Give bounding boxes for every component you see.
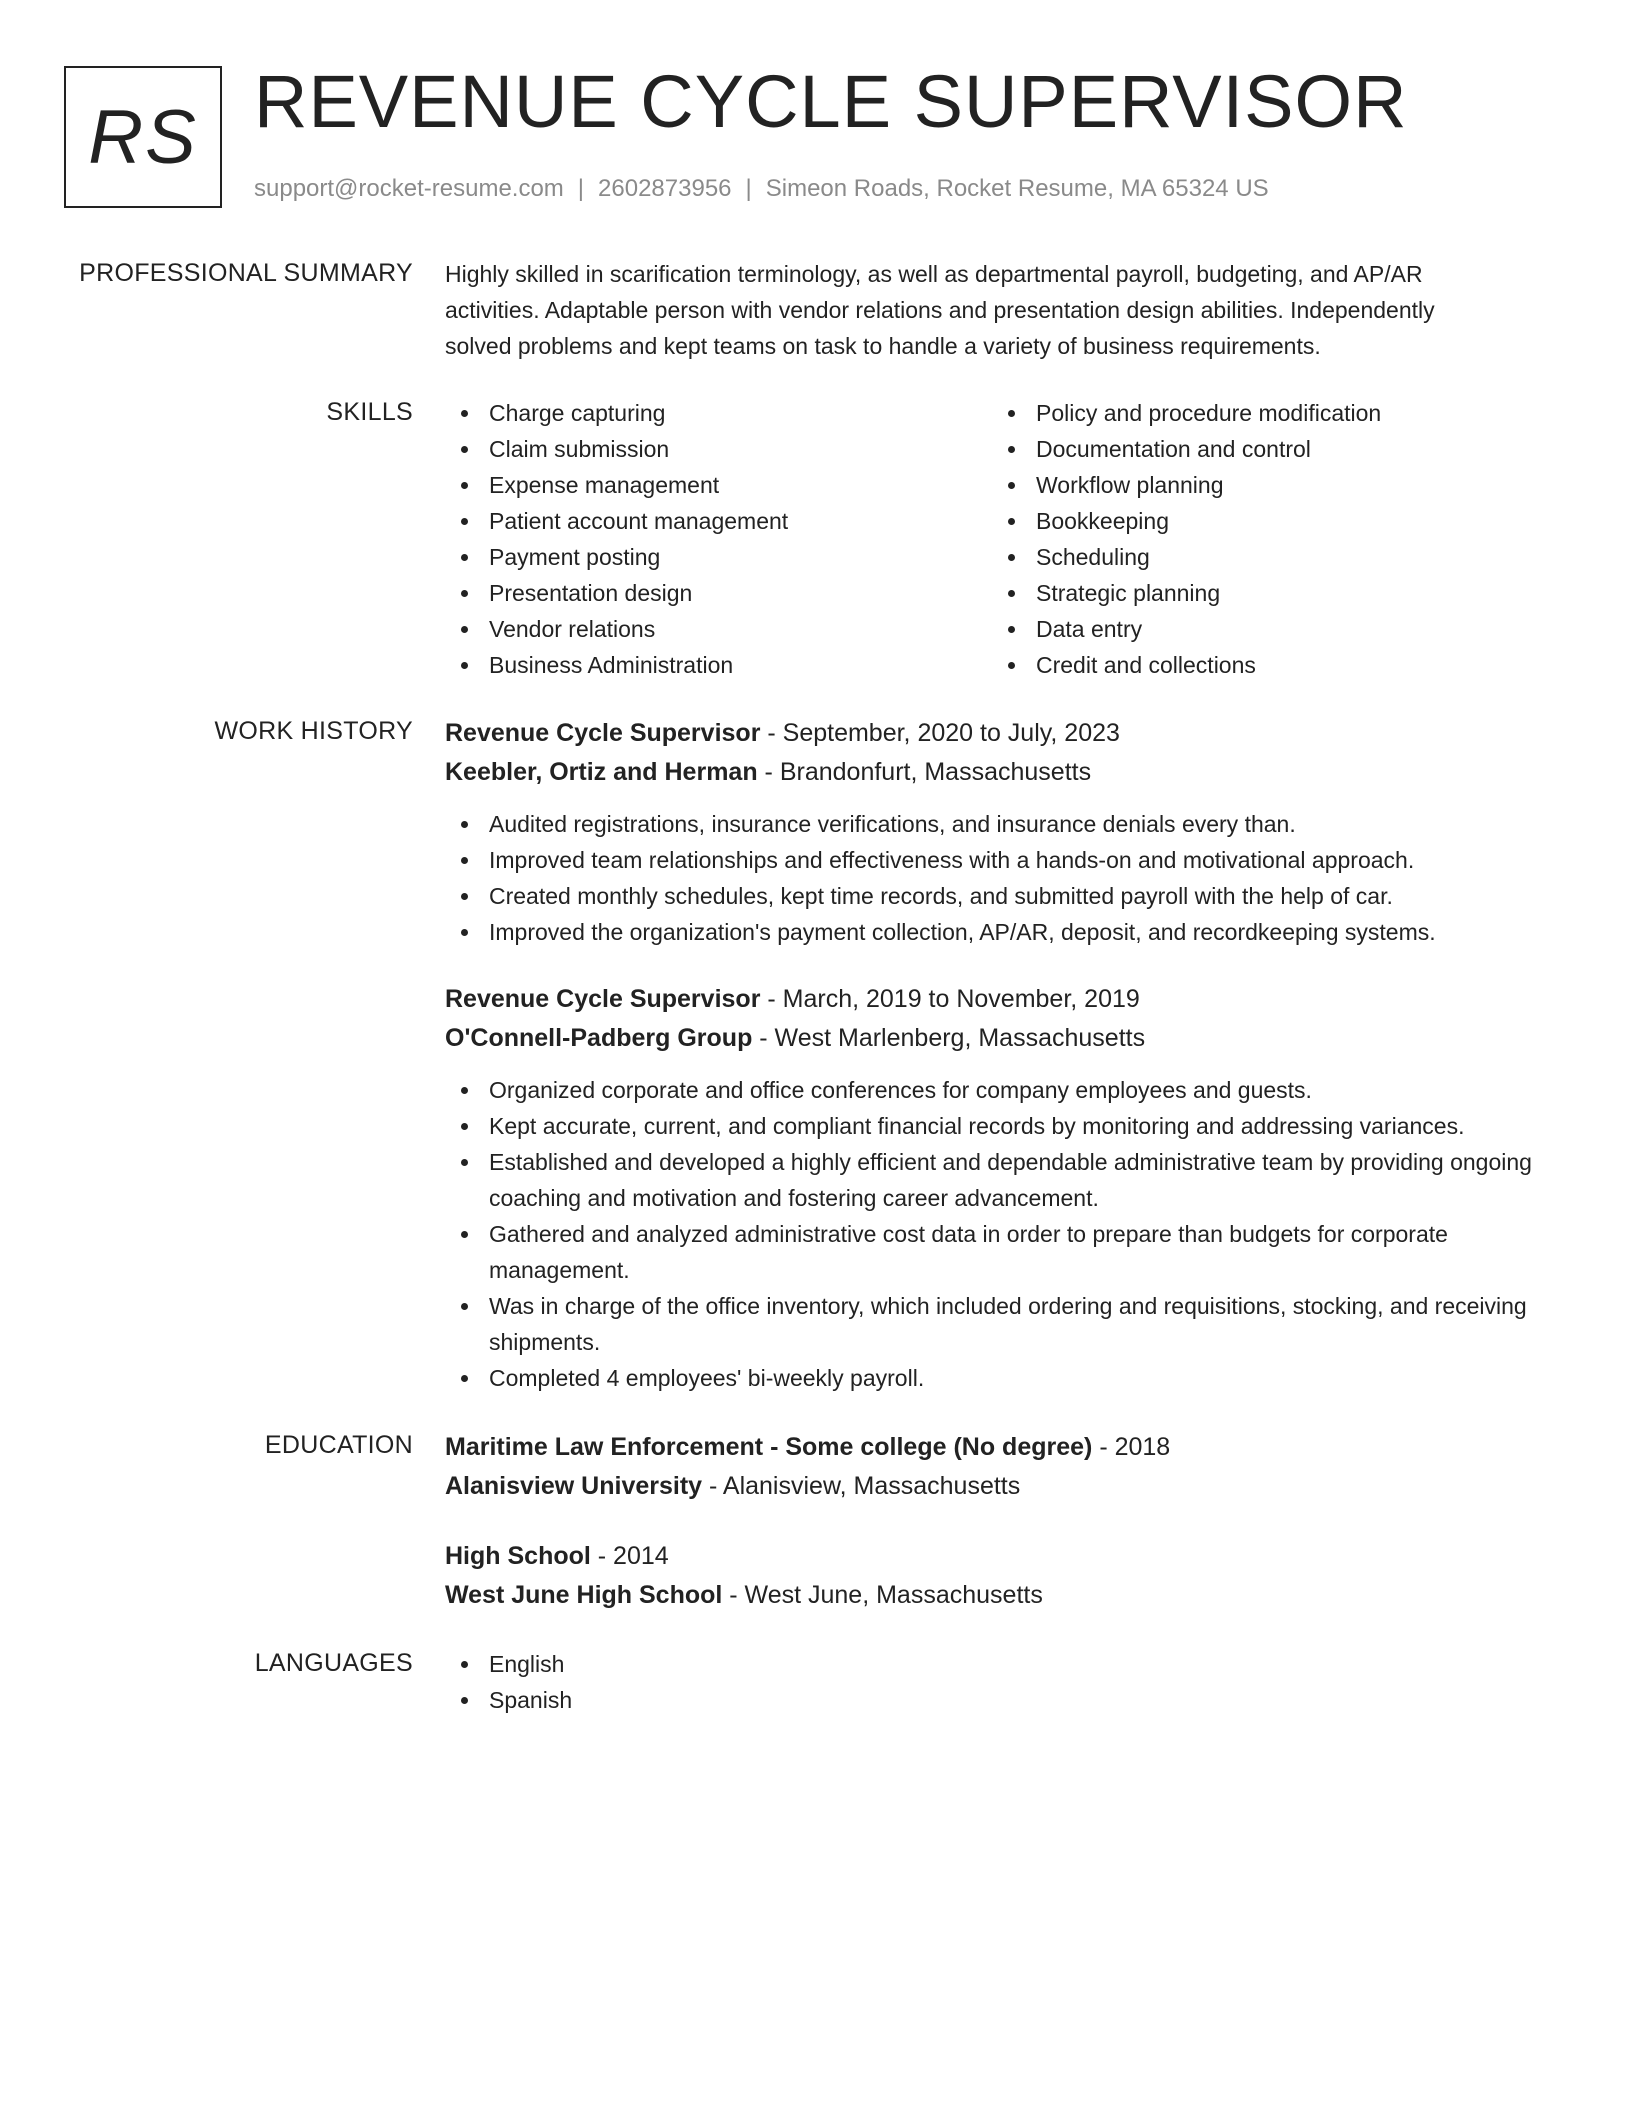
resume-title: REVENUE CYCLE SUPERVISOR (254, 60, 1408, 143)
job-bullet: Audited registrations, insurance verifications, and insurance denials every than. (445, 806, 1550, 842)
job-dates: - March, 2019 to November, 2019 (760, 985, 1140, 1013)
contact-separator: | (745, 175, 752, 202)
skill-item: Data entry (992, 611, 1539, 647)
job-company-line (445, 1019, 1550, 1058)
job-bullet: Improved team relationships and effectiveness with a hands-on and motivational approach. (445, 842, 1550, 878)
languages-body (445, 1646, 1550, 1718)
summary-line: activities. Adaptable person with vendor relations and presentation design abilities. Independently (445, 297, 1435, 323)
section-heading: WORK HISTORY (214, 717, 413, 745)
skills-columns (445, 395, 1550, 683)
education-school-line (445, 1576, 1550, 1615)
contact-line (254, 174, 1269, 204)
language-item: Spanish (445, 1682, 1550, 1718)
job-bullets (445, 806, 1550, 950)
skill-item: Bookkeeping (992, 503, 1539, 539)
job-dates: - September, 2020 to July, 2023 (760, 719, 1120, 747)
contact-address: Simeon Roads, Rocket Resume, MA 65324 US (765, 175, 1269, 202)
job-company: Keebler, Ortiz and Herman (445, 758, 758, 786)
language-item: English (445, 1646, 1550, 1682)
job-title-line (445, 980, 1550, 1019)
section-heading: LANGUAGES (254, 1649, 413, 1677)
summary-line: Highly skilled in scarification terminology, as well as departmental payroll, budgeting, and AP/AR (445, 261, 1423, 287)
education-location: - West June, Massachusetts (722, 1581, 1043, 1609)
job-location: - Brandonfurt, Massachusetts (757, 758, 1092, 786)
job-bullet: Improved the organization's payment collection, AP/AR, deposit, and recordkeeping systems. (445, 914, 1550, 950)
skill-item: Scheduling (992, 539, 1539, 575)
skill-item: Policy and procedure modification (992, 395, 1539, 431)
skill-item: Claim submission (445, 431, 992, 467)
skill-item: Documentation and control (992, 431, 1539, 467)
education-body (445, 1428, 1550, 1615)
summary-line: solved problems and kept teams on task to handle a variety of business requirements. (445, 333, 1321, 359)
job-company-line (445, 753, 1550, 792)
education-school: Alanisview University (445, 1472, 703, 1500)
monogram-initials: RS (88, 94, 198, 180)
job-title-line (445, 714, 1550, 753)
education-school: West June High School (445, 1581, 723, 1609)
job-bullet: Kept accurate, current, and compliant financial records by monitoring and addressing variances. (445, 1108, 1550, 1144)
work-history-body (445, 714, 1550, 1396)
education-degree-line (445, 1537, 1550, 1576)
monogram-box (64, 66, 222, 208)
education-entry (445, 1537, 1550, 1615)
job-bullet: Established and developed a highly efficient and dependable administrative team by providing ongoing coaching and motivation and fostering career advancement. (445, 1144, 1550, 1216)
education-degree-line (445, 1428, 1550, 1467)
education-year: - 2018 (1092, 1433, 1171, 1461)
skill-item: Charge capturing (445, 395, 992, 431)
contact-email[interactable]: support@rocket-resume.com (254, 175, 564, 202)
education-school-line (445, 1467, 1550, 1506)
section-heading: PROFESSIONAL SUMMARY (79, 259, 413, 287)
job-bullet: Completed 4 employees' bi-weekly payroll. (445, 1360, 1550, 1396)
skills-list-right (992, 395, 1539, 683)
job-bullet: Was in charge of the office inventory, which included ordering and requisitions, stocking, and receiving shipments. (445, 1288, 1550, 1360)
job-company: O'Connell-Padberg Group (445, 1024, 753, 1052)
education-year: - 2014 (590, 1542, 669, 1570)
education-degree: High School (445, 1542, 591, 1570)
job-bullet: Created monthly schedules, kept time records, and submitted payroll with the help of car. (445, 878, 1550, 914)
job-location: - West Marlenberg, Massachusetts (752, 1024, 1146, 1052)
skill-item: Patient account management (445, 503, 992, 539)
education-degree: Maritime Law Enforcement - Some college (No degree) (445, 1433, 1093, 1461)
contact-separator: | (577, 175, 585, 202)
section-heading: SKILLS (326, 398, 413, 426)
skills-list-left (445, 395, 992, 683)
skill-item: Expense management (445, 467, 992, 503)
education-location: - Alanisview, Massachusetts (702, 1472, 1021, 1500)
job-title: Revenue Cycle Supervisor (445, 985, 761, 1013)
skill-item: Strategic planning (992, 575, 1539, 611)
education-entry (445, 1428, 1550, 1506)
job-title: Revenue Cycle Supervisor (445, 719, 761, 747)
section-heading: EDUCATION (264, 1431, 413, 1459)
languages-list (445, 1646, 1550, 1718)
skill-item: Presentation design (445, 575, 992, 611)
skill-item: Credit and collections (992, 647, 1539, 683)
summary-text (445, 256, 1550, 364)
job-entry (445, 980, 1550, 1396)
skill-item: Payment posting (445, 539, 992, 575)
job-entry (445, 714, 1550, 950)
skill-item: Vendor relations (445, 611, 992, 647)
job-bullet: Organized corporate and office conferences for company employees and guests. (445, 1072, 1550, 1108)
job-bullets (445, 1072, 1550, 1396)
skill-item: Workflow planning (992, 467, 1539, 503)
contact-phone[interactable]: 2602873956 (598, 175, 732, 202)
skill-item: Business Administration (445, 647, 992, 683)
job-bullet: Gathered and analyzed administrative cost data in order to prepare than budgets for corporate management. (445, 1216, 1550, 1288)
